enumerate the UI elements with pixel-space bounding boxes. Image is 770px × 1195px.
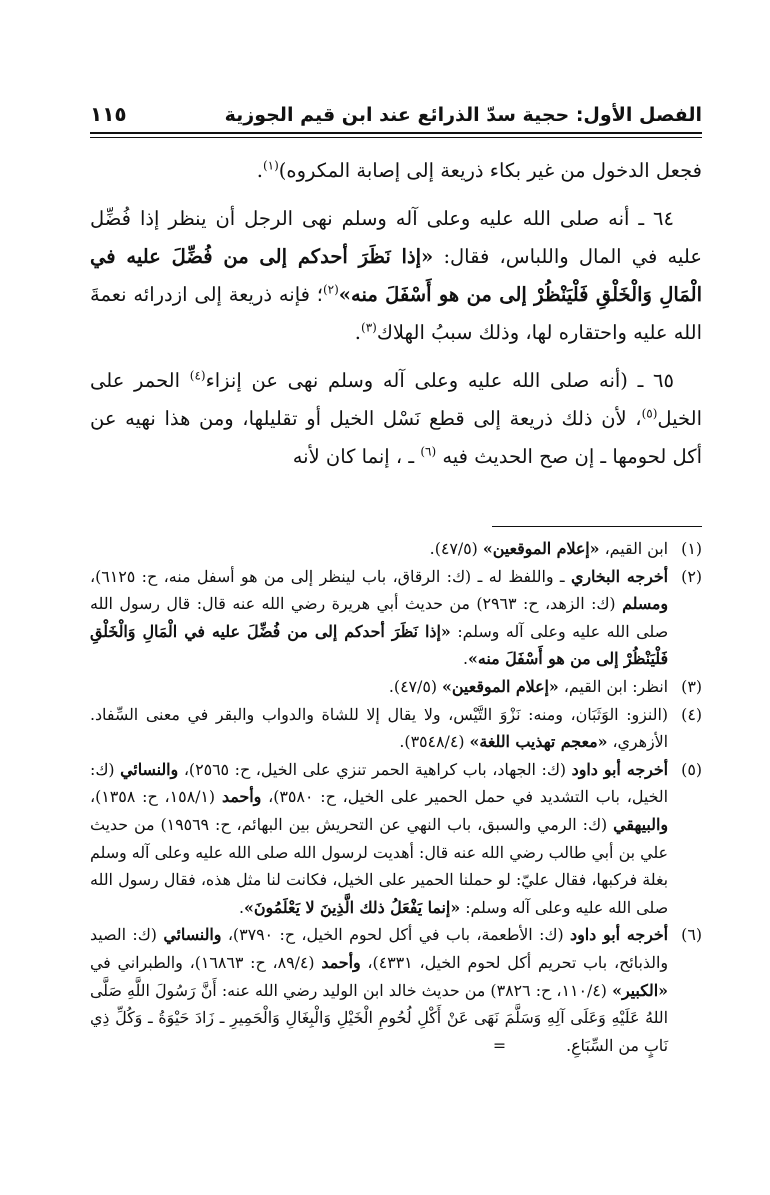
footnote-run: . xyxy=(238,897,245,917)
text-run: الحمر على الخيل xyxy=(90,369,702,430)
footnote-text xyxy=(90,673,668,701)
footnote-bold-run: «إنما يَفْعَلُ ذلك الَّذِينَ لا يَعْلَمُونَ» xyxy=(244,897,461,917)
continuation-mark: = xyxy=(492,1035,507,1055)
footnote-ref[interactable]: (٥) xyxy=(641,406,658,421)
footnote-text xyxy=(90,563,668,673)
footnote-bold-run: والنسائي xyxy=(163,925,222,945)
footnote-number: (٥) xyxy=(681,759,702,779)
text-run: . xyxy=(354,321,361,344)
footnote-1 xyxy=(90,535,702,563)
footnote-run: (٤٧/٥). xyxy=(388,676,443,696)
footnote-run: (١٥٨/١، ح: ١٣٥٨)، xyxy=(90,787,222,807)
footnote-run: (٣٥٤٨/٤). xyxy=(399,732,470,752)
text-run: ؛ فإنه ذريعة إلى ازدرائه نعمةَ الله عليه واحتقاره لها، وذلك سببُ الهلاك xyxy=(90,283,702,344)
footnote-ref[interactable]: (١) xyxy=(262,158,279,173)
footnote-ref[interactable]: (٤) xyxy=(189,368,206,383)
footnote-number: (٤) xyxy=(681,704,702,724)
text-run: فجعل الدخول من غير بكاء ذريعة إلى إصابة المكروه) xyxy=(278,159,702,182)
footnote-text xyxy=(90,535,668,563)
header-rule-thin xyxy=(90,137,702,138)
footnote-separator-wrap xyxy=(90,486,702,535)
main-text xyxy=(90,152,702,476)
header-rule-thick xyxy=(90,132,702,134)
footnote-bold-run: «الكبير» xyxy=(612,980,668,1000)
footnote-bold-run: ومسلم xyxy=(622,594,669,614)
footnote-run: ـ واللفظ له ـ (ك: الرقاق، باب لينظر إلى من هو أسفل منه، ح: ٦١٢٥)، xyxy=(90,566,571,586)
footnote-bold-run: أخرجه أبو داود xyxy=(570,925,668,945)
footnote-bold-run: «إعلام الموقعين» xyxy=(442,676,559,696)
text-run: ٦٤ ـ أنه صلى الله عليه وعلى آله وسلم نهى الرجل أن ينظر إذا فُضِّل عليه في المال واللباس، فقال: xyxy=(90,207,702,268)
footnote-bold-run: والنسائي xyxy=(120,759,179,779)
footnote-6 xyxy=(90,921,702,1059)
footnote-bold-run: والبيهقي xyxy=(613,814,668,834)
footnotes xyxy=(90,535,702,1059)
footnote-run: (ك: الصيد والذبائح، باب تحريم أكل لحوم الخيل، ٤٣٣١)، xyxy=(90,925,668,972)
running-header xyxy=(90,88,702,126)
footnote-number: (٦) xyxy=(681,925,702,945)
footnote-2 xyxy=(90,563,702,673)
footnote-bold-run: أخرجه البخاري xyxy=(571,566,669,586)
footnote-ref[interactable]: (٢) xyxy=(322,282,339,297)
text-run: ـ ، إنما كان لأنه xyxy=(292,445,421,468)
footnote-run: (النزو: الوَثَبَان، ومنه: نَزْوَ التَّيْس، ولا يقال إلا للشاة والدواب والبقر في معنى السِّفاد. الأزهري، xyxy=(90,704,668,752)
book-page xyxy=(90,88,702,1059)
chapter-title: الفصل الأول: حجية سدّ الذرائع عند ابن قيم الجوزية xyxy=(224,104,702,126)
footnote-bold-run: أخرجه أبو داود xyxy=(571,759,668,779)
footnote-5 xyxy=(90,756,702,922)
paragraph-1 xyxy=(90,152,702,190)
footnote-bold-run: وأحمد xyxy=(222,787,262,807)
page-number: ١١٥ xyxy=(90,102,127,126)
footnote-run: ابن القيم، xyxy=(599,539,668,558)
footnote-run: . xyxy=(462,649,469,669)
footnote-number: (٢) xyxy=(681,566,702,586)
text-run: ، لأن ذلك ذريعة إلى قطع نَسْل الخيل أو تقليلها، ومن هذا نهيه عن أكل لحومها ـ إن صح الحديث فيه xyxy=(90,407,702,468)
text-run: ٦٥ ـ (أنه صلى الله عليه وعلى آله وسلم نهى عن إنزاء xyxy=(205,369,674,392)
footnote-separator xyxy=(492,526,702,527)
footnote-number: (١) xyxy=(681,539,702,558)
footnote-bold-run: «إعلام الموقعين» xyxy=(482,539,600,558)
footnote-run: (٤٧/٥). xyxy=(429,539,483,558)
footnote-run: (٨٩/٤، ح: ١٦٨٦٣)، والطبراني في xyxy=(90,952,322,972)
footnote-run: انظر: ابن القيم، xyxy=(558,676,668,696)
footnote-text xyxy=(90,921,668,1059)
footnote-ref[interactable]: (٣) xyxy=(361,320,377,335)
hadith-quote: «إذا نَظَرَ أحدكم إلى من فُضِّلَ عليه في الْمَالِ وَالْخَلْقِ فَلْيَنْظُرْ إلى من هو أَسْفَلَ منه» xyxy=(90,245,703,306)
footnote-text xyxy=(90,701,668,756)
footnote-run: (ك: الخيل، باب التشديد في حمل الحمير على الخيل، ح: ٣٥٨٠)، xyxy=(90,759,668,807)
footnote-number: (٣) xyxy=(681,676,702,696)
footnote-bold-run: «معجم تهذيب اللغة» xyxy=(469,732,608,752)
paragraph-65 xyxy=(90,362,702,476)
footnote-run: (ك: الزهد، ح: ٢٩٦٣) من حديث أبي هريرة رضي الله عنه قال: قال رسول الله صلى الله عليه وعلى آله وسلم: xyxy=(90,594,668,641)
footnote-run: (ك: الجهاد، باب كراهية الحمر تنزي على الخيل، ح: ٢٥٦٥)، xyxy=(178,759,572,779)
footnote-text xyxy=(90,756,668,922)
footnote-3 xyxy=(90,673,702,701)
footnote-run: (١١٠/٤، ح: ٣٨٢٦) من حديث خالد ابن الوليد رضي الله عنه: أَنَّ رَسُولَ اللَّهِ صَلَّى اللهُ عَلَيْهِ وَعَلَى آلِهِ وَسَلَّمَ نَهَى عَنْ أَكْلِ لُحُومِ الْخَيْلِ وَالْبِغَالِ وَالْحَمِيرِ ـ زَادَ حَيْوَةُ ـ وَكُلِّ ذِي نَابٍ من السِّبَاعِ. xyxy=(90,980,668,1055)
text-run: . xyxy=(256,159,263,182)
footnote-bold-run: وأحمد xyxy=(321,952,361,972)
footnote-ref[interactable]: (٦) xyxy=(420,444,437,459)
footnote-bold-run: «إذا نَظَرَ أحدكم إلى من فُضِّلَ عليه في الْمَالِ وَالْخَلْقِ فَلْيَنْظُرْ إلى من هو أَسْفَلَ منه» xyxy=(90,621,668,669)
footnote-4 xyxy=(90,701,702,756)
paragraph-64 xyxy=(90,200,702,352)
footnote-run: (ك: الأطعمة، باب في أكل لحوم الخيل، ح: ٣٧٩٠)، xyxy=(221,925,571,945)
footnote-run: (ك: الرمي والسبق، باب النهي عن التحريش بين البهائم، ح: ١٩٥٦٩) من حديث علي بن أبي طالب رضي الله عنه قال: أهديت لرسول الله صلى الله عليه وعلى آله وسلم بغلة فركبها، فقال عليّ: لو حملنا الحمير على الخيل، فكانت لنا مثل هذه، فقال رسول الله صلى الله عليه وعلى آله وسلم: xyxy=(90,814,668,917)
